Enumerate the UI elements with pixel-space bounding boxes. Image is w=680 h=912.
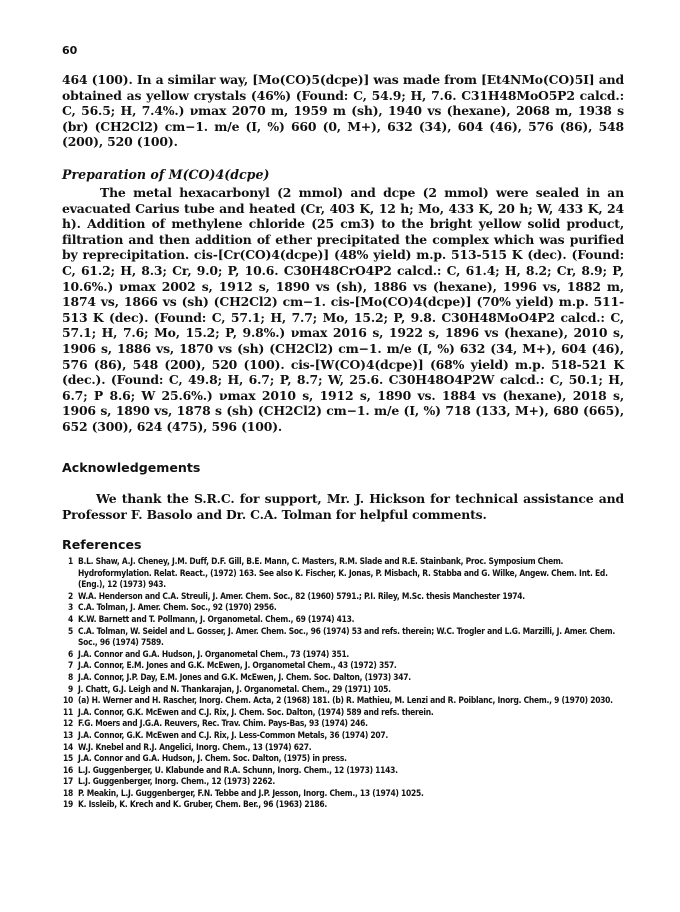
reference-item (62, 591, 630, 603)
reference-item (62, 602, 630, 614)
reference-text: W.J. Knebel and R.J. Angelici, Inorg. Chem., 13 (1974) 627. (78, 741, 312, 752)
paragraph-mo-synthesis: 464 (100). In a similar way, [Mo(CO)5(dcpe)] was made from [Et4NMo(CO)5I] and obtained as yellow crystals (46%) (Found: C, 54.9; H, 7.6. C31H48MoO5P2 calcd.: C, 56.5; H, 7.4%.) νmax 2070 m, 1959 m (sh), 1940 vs (hexane), 2068 m, 1938 s (br) (CH2Cl2) cm−1. m/e (I, %) 660 (0, M+), 632 (34), 604 (46), 576 (86), 548 (200), 520 (100). (62, 72, 624, 150)
reference-item (62, 776, 630, 788)
reference-item (62, 730, 630, 742)
reference-item (62, 765, 630, 777)
reference-text: W.A. Henderson and C.A. Streuli, J. Amer. Chem. Soc., 82 (1960) 5791.; P.I. Riley, M.Sc. thesis Manchester 1974. (78, 590, 525, 601)
reference-item (62, 718, 630, 730)
reference-number: 19 (63, 799, 73, 810)
reference-number: 17 (63, 776, 73, 787)
reference-item (62, 753, 630, 765)
reference-number: 6 (68, 648, 73, 659)
reference-number: 14 (63, 741, 73, 752)
reference-text: F.G. Moers and J.G.A. Reuvers, Rec. Trav. Chim. Pays-Bas, 93 (1974) 246. (78, 718, 368, 729)
reference-number: 7 (68, 660, 73, 671)
reference-number: 10 (63, 695, 73, 706)
reference-number: 4 (68, 613, 73, 624)
reference-number: 2 (68, 590, 73, 601)
reference-number: 9 (68, 683, 73, 694)
reference-number: 18 (63, 787, 73, 798)
reference-number: 3 (68, 602, 73, 613)
reference-item (62, 684, 630, 696)
reference-text: J.A. Connor, G.K. McEwen and C.J. Rix, J. Chem. Soc. Dalton, (1974) 589 and refs. therein. (78, 706, 434, 717)
reference-text: L.J. Guggenberger, U. Klabunde and R.A. Schunn, Inorg. Chem., 12 (1973) 1143. (78, 764, 398, 775)
reference-text: K.W. Barnett and T. Pollmann, J. Organometal. Chem., 69 (1974) 413. (78, 613, 355, 624)
reference-text: J.A. Connor, G.K. McEwen and C.J. Rix, J. Less-Common Metals, 36 (1974) 207. (78, 729, 389, 740)
reference-text: (a) H. Werner and H. Rascher, Inorg. Chem. Acta, 2 (1968) 181. (b) R. Mathieu, M. Lenzi and R. Poiblanc, Inorg. Chem., 9 (1970) 2030. (78, 695, 613, 706)
reference-text: C.A. Tolman, J. Amer. Chem. Soc., 92 (1970) 2956. (78, 602, 277, 613)
section-heading-preparation: Preparation of M(CO)4(dcpe) (62, 167, 270, 182)
reference-number: 1 (68, 556, 73, 566)
reference-item (62, 695, 630, 707)
section-heading-acknowledgements: Acknowledgements (62, 460, 201, 475)
reference-number: 15 (63, 753, 73, 764)
reference-list (62, 556, 630, 811)
reference-text: J.A. Connor and G.A. Hudson, J. Organometal Chem., 73 (1974) 351. (78, 648, 350, 659)
reference-text: J.A. Connor, E.M. Jones and G.K. McEwen, J. Organometal Chem., 43 (1972) 357. (78, 660, 397, 671)
reference-item (62, 707, 630, 719)
reference-text: J. Chatt, G.J. Leigh and N. Thankarajan, J. Organometal. Chem., 29 (1971) 105. (78, 683, 391, 694)
reference-text: K. Issleib, K. Krech and K. Gruber, Chem. Ber., 96 (1963) 2186. (78, 799, 327, 810)
reference-item (62, 788, 630, 800)
reference-item (62, 626, 630, 649)
reference-text: C.A. Tolman, W. Seidel and L. Gosser, J. Amer. Chem. Soc., 96 (1974) 53 and refs. therein; W.C. Trogler and L.G. Marzilli, J. Amer. Chem. Soc., 96 (1974) 7589. (78, 625, 615, 648)
reference-item (62, 614, 630, 626)
reference-number: 16 (63, 764, 73, 775)
reference-number: 8 (68, 671, 73, 682)
section-heading-references: References (62, 537, 142, 552)
reference-text: B.L. Shaw, A.J. Cheney, J.M. Duff, D.F. Gill, B.E. Mann, C. Masters, R.M. Slade and R.E. Stainbank, Proc. Symposium Chem. Hydroformylation. Relat. React., (1972) 163. See also K. Fischer, K. Jonas, P. Misbach, R. Stabba and G. Wilke, Angew. Chem. Int. Ed. (Eng.), 12 (1973) 943. (78, 556, 608, 590)
reference-number: 12 (63, 718, 73, 729)
reference-number: 5 (68, 625, 73, 636)
reference-text: J.A. Connor, J.P. Day, E.M. Jones and G.K. McEwen, J. Chem. Soc. Dalton, (1973) 347. (78, 671, 411, 682)
reference-text: P. Meakin, L.J. Guggenberger, F.N. Tebbe and J.P. Jesson, Inorg. Chem., 13 (1974) 1025. (78, 787, 424, 798)
paragraph-preparation: The metal hexacarbonyl (2 mmol) and dcpe (2 mmol) were sealed in an evacuated Carius tube and heated (Cr, 403 K, 12 h; Mo, 433 K, 20 h; W, 433 K, 24 h). Addition of methylene chloride (25 cm3) to the bright yellow solid product, filtration and then addition of ether precipitated the complex which was purified by reprecipitation. cis-[Cr(CO)4(dcpe)] (48% yield) m.p. 513-515 K (dec). (Found: C, 61.2; H, 8.3; Cr, 9.0; P, 10.6. C30H48CrO4P2 calcd.: C, 61.4; H, 8.2; Cr, 8.9; P, 10.6%.) νmax 2002 s, 1912 s, 1890 vs (sh), 1886 vs (hexane), 1996 vs, 1882 m, 1874 vs, 1866 vs (sh) (CH2Cl2) cm−1. cis-[Mo(CO)4(dcpe)] (70% yield) m.p. 511-513 K (dec). (Found: C, 57.1; H, 7.7; Mo, 15.2; P, 9.8. C30H48MoO4P2 calcd.: C, 57.1; H, 7.6; Mo, 15.2; P, 9.8%.) νmax 2016 s, 1922 s, 1896 vs (hexane), 2010 s, 1906 s, 1886 vs, 1870 vs (sh) (CH2Cl2) cm−1. m/e (I, %) 632 (34, M+), 604 (46), 576 (86), 548 (200), 520 (100). cis-[W(CO)4(dcpe)] (68% yield) m.p. 518-521 K (dec.). (Found: C, 49.8; H, 6.7; P, 8.7; W, 25.6. C30H48O4P2W calcd.: C, 50.1; H, 6.7; P 8.6; W 25.6%.) νmax 2010 s, 1912 s, 1890 vs. 1884 vs (hexane), 2018 s, 1906 s, 1890 vs, 1878 s (sh) (CH2Cl2) cm−1. m/e (I, %) 718 (133, M+), 680 (665), 652 (300), 624 (475), 596 (100). (62, 185, 624, 434)
reference-text: J.A. Connor and G.A. Hudson, J. Chem. Soc. Dalton, (1975) in press. (78, 753, 347, 764)
reference-item (62, 660, 630, 672)
reference-number: 13 (63, 729, 73, 740)
reference-item (62, 556, 630, 591)
reference-text: L.J. Guggenberger, Inorg. Chem., 12 (1973) 2262. (78, 776, 276, 787)
page-number: 60 (62, 44, 78, 57)
paragraph-acknowledgements: We thank the S.R.C. for support, Mr. J. Hickson for technical assistance and Professor F. Basolo and Dr. C.A. Tolman for helpful comments. (62, 491, 624, 522)
reference-item (62, 799, 630, 811)
reference-item (62, 649, 630, 661)
reference-number: 11 (63, 706, 73, 717)
reference-item (62, 742, 630, 754)
reference-item (62, 672, 630, 684)
